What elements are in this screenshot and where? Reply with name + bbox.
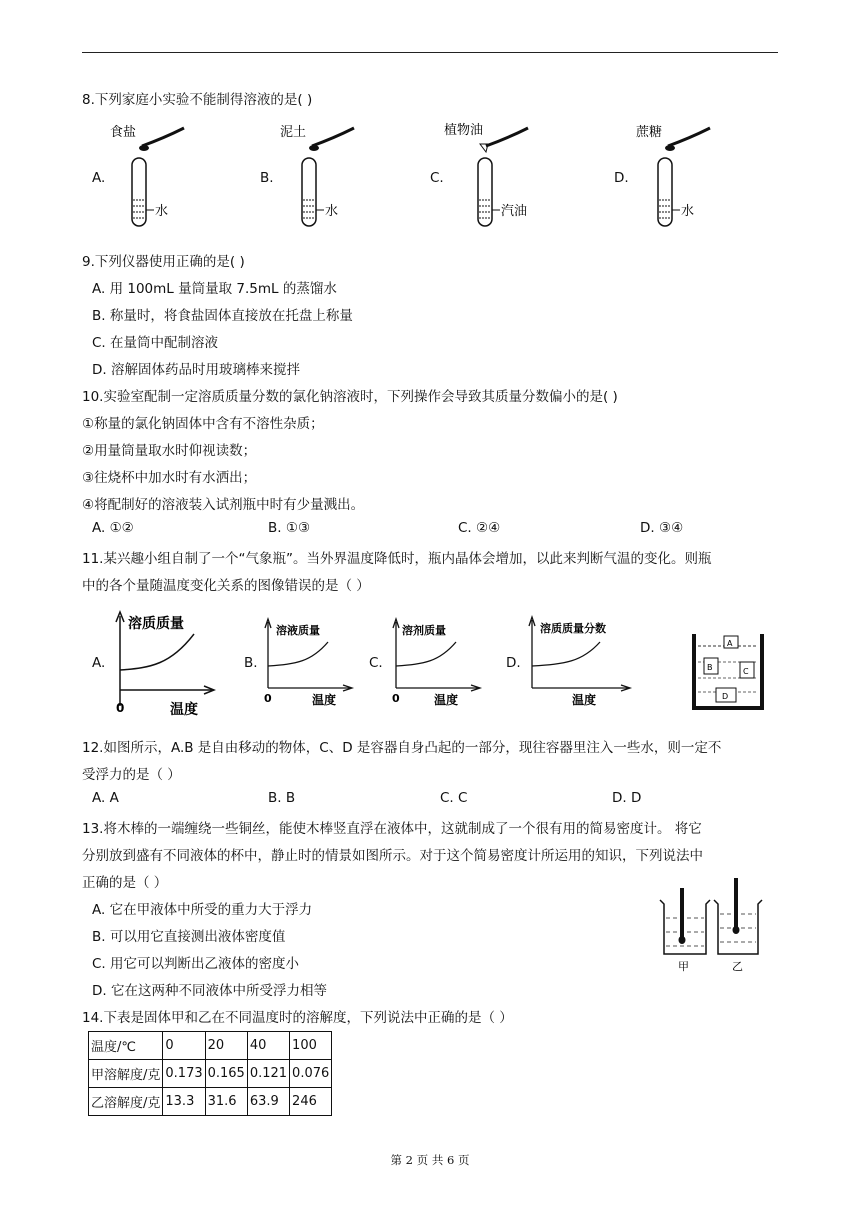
q13-option-b: B. 可以用它直接测出液体密度值: [92, 929, 286, 945]
q8-option-letter: C.: [430, 170, 444, 186]
q10-stem: 10.实验室配制一定溶质质量分数的氯化钠溶液时，下列操作会导致其质量分数偏小的是( ): [82, 389, 618, 405]
object-b-label: B: [707, 663, 713, 672]
q12-option-b: B. B: [268, 790, 296, 806]
q9-option-b: B. 称量时，将食盐固体直接放在托盘上称量: [92, 308, 353, 324]
test-tube-figure: [630, 118, 740, 230]
q10-item-2: ②用量筒量取水时仰视读数；: [82, 443, 257, 459]
test-tube-figure: [274, 118, 384, 230]
graph-ylabel: 溶液质量: [276, 624, 320, 637]
graph-xlabel: 温度: [312, 693, 337, 707]
q12-stem-line1: 12.如图所示，A.B 是自由移动的物体，C、D 是容器自身凸起的一部分，现往容器里注入一些水，则一定不: [82, 740, 722, 756]
table-cell: 0.121: [247, 1060, 289, 1088]
q11-graph-c: [384, 614, 484, 710]
table-cell: 31.6: [205, 1088, 247, 1116]
table-cell: 20: [205, 1032, 247, 1060]
q10-option-d: D. ③④: [640, 520, 684, 536]
table-cell: 甲溶解度/克: [89, 1060, 163, 1088]
q11-stem-line2: 中的各个量随温度变化关系的图像错误的是（ ）: [82, 578, 370, 594]
q13-option-d: D. 它在这两种不同液体中所受浮力相等: [92, 983, 327, 999]
q9-stem: 9.下列仪器使用正确的是( ): [82, 254, 245, 270]
liquid-label: 水: [155, 204, 169, 219]
q12-option-c: C. C: [440, 790, 468, 806]
table-cell: 100: [290, 1032, 332, 1060]
graph-ylabel: 溶质质量: [128, 616, 184, 632]
q12-option-d: D. D: [612, 790, 642, 806]
graph-origin: 0: [116, 701, 125, 715]
graph-origin: 0: [392, 692, 400, 705]
table-row: [89, 1032, 332, 1060]
q8-option-letter: B.: [260, 170, 274, 186]
q8-stem: 8.下列家庭小实验不能制得溶液的是( ): [82, 92, 313, 108]
q8-option-letter: A.: [92, 170, 106, 186]
q10-item-1: ①称量的氯化钠固体中含有不溶性杂质；: [82, 416, 324, 432]
graph-ylabel: 溶质质量分数: [540, 622, 606, 635]
table-cell: 0.165: [205, 1060, 247, 1088]
q11-graph-a: [106, 606, 216, 720]
liquid-label: 水: [325, 204, 339, 219]
q11-graph-letter: A.: [92, 655, 106, 671]
table-cell: 63.9: [247, 1088, 289, 1116]
q11-graph-d: [520, 612, 640, 710]
solubility-table: [88, 1031, 332, 1116]
solid-label: 食盐: [110, 125, 137, 140]
table-cell: 0.076: [290, 1060, 332, 1088]
q10-option-b: B. ①③: [268, 520, 311, 536]
q11-stem-line1: 11.某兴趣小组自制了一个“气象瓶”。当外界温度降低时，瓶内晶体会增加，以此来判断气温的变化。则瓶: [82, 551, 712, 567]
q10-item-3: ③往烧杯中加水时有水洒出；: [82, 470, 257, 486]
q11-graph-letter: C.: [369, 655, 383, 671]
q11-graph-b: [256, 614, 356, 710]
solid-label: 蔗糖: [636, 125, 663, 140]
table-cell: 13.3: [163, 1088, 205, 1116]
table-cell: 0: [163, 1032, 205, 1060]
beaker-label-jia: 甲: [678, 960, 689, 973]
q13-stem-line1: 13.将木棒的一端缠绕一些铜丝，能使木棒竖直浮在液体中，这就制成了一个很有用的简易密度计。 将它: [82, 821, 702, 837]
q9-option-d: D. 溶解固体药品时用玻璃棒来搅拌: [92, 362, 300, 378]
q9-option-c: C. 在量筒中配制溶液: [92, 335, 219, 351]
q14-stem: 14.下表是固体甲和乙在不同温度时的溶解度，下列说法中正确的是（ ）: [82, 1010, 513, 1026]
header-rule: [82, 52, 778, 53]
q13-option-a: A. 它在甲液体中所受的重力大于浮力: [92, 902, 313, 918]
object-a-label: A: [727, 639, 733, 648]
solid-label: 泥土: [280, 125, 307, 140]
q12-option-a: A. A: [92, 790, 119, 806]
q11-graph-letter: B.: [244, 655, 258, 671]
table-row: [89, 1060, 332, 1088]
q13-option-c: C. 用它可以判断出乙液体的密度小: [92, 956, 300, 972]
table-cell: 乙溶解度/克: [89, 1088, 163, 1116]
q13-stem-line3: 正确的是（ ）: [82, 875, 168, 891]
q13-beakers-figure: [654, 874, 766, 974]
table-cell: 40: [247, 1032, 289, 1060]
q11-graph-letter: D.: [506, 655, 521, 671]
table-cell: 0.173: [163, 1060, 205, 1088]
q10-option-a: A. ①②: [92, 520, 134, 536]
q12-stem-line2: 受浮力的是（ ）: [82, 767, 181, 783]
test-tube-figure: [104, 118, 214, 230]
object-d-label: D: [722, 692, 729, 701]
q9-option-a: A. 用 100mL 量筒量取 7.5mL 的蒸馏水: [92, 281, 337, 297]
page-footer: 第 2 页 共 6 页: [390, 1153, 470, 1167]
graph-xlabel: 温度: [170, 702, 198, 718]
q8-option-letter: D.: [614, 170, 629, 186]
graph-origin: 0: [264, 692, 272, 705]
q12-container-figure: [690, 632, 766, 712]
test-tube-figure: [444, 114, 564, 230]
table-row: [89, 1088, 332, 1116]
graph-xlabel: 温度: [572, 693, 597, 707]
solid-label: 植物油: [444, 123, 484, 138]
graph-xlabel: 温度: [434, 693, 459, 707]
q10-item-4: ④将配制好的溶液装入试剂瓶中时有少量溅出。: [82, 497, 365, 513]
q13-stem-line2: 分别放到盛有不同液体的杯中，静止时的情景如图所示。对于这个简易密度计所运用的知识，下列说法中: [82, 848, 703, 864]
q10-option-c: C. ②④: [458, 520, 501, 536]
graph-ylabel: 溶剂质量: [402, 624, 446, 637]
object-c-label: C: [743, 667, 749, 676]
beaker-label-yi: 乙: [732, 960, 743, 973]
liquid-label: 水: [681, 204, 695, 219]
liquid-label: 汽油: [501, 204, 528, 219]
table-cell: 温度/℃: [89, 1032, 163, 1060]
table-cell: 246: [290, 1088, 332, 1116]
